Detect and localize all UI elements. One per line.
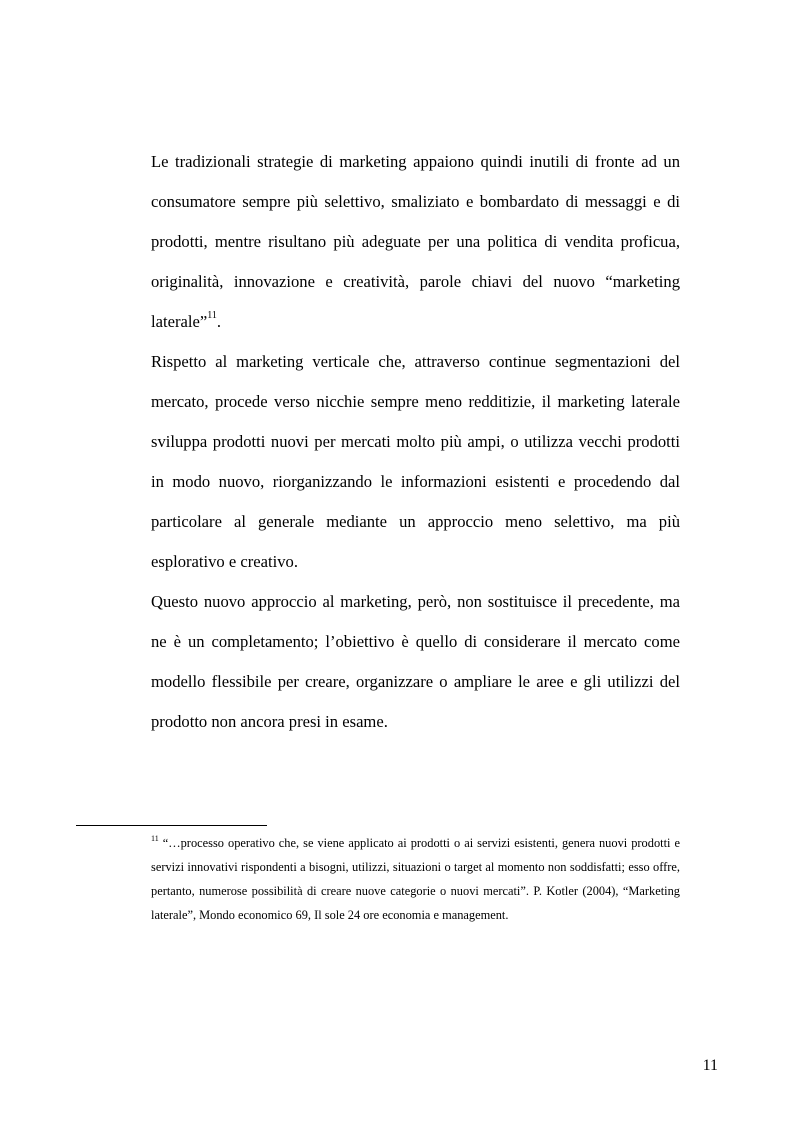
paragraph-2: Rispetto al marketing verticale che, attraverso continue segmentazioni del mercato, procede verso nicchie sempre meno redditizie, il marketing laterale sviluppa prodotti nuovi per mercati molto più ampi, o utilizza vecchi prodotti in modo nuovo, riorganizzando le informazioni esistenti e procedendo dal particolare al generale mediante un approccio meno selettivo, ma più esplorativo e creativo. (151, 352, 680, 571)
paragraph-1-text: Le tradizionali strategie di marketing appaiono quindi inutili di fronte ad un consumatore sempre più selettivo, smaliziato e bombardato di messaggi e di prodotti, mentre risultano più adeguate per una politica di vendita proficua, originalità, innovazione e creatività, parole chiavi del nuovo “marketing laterale” (151, 152, 680, 331)
body-text (151, 142, 680, 742)
footnote-paragraph (151, 831, 680, 927)
page-number: 11 (702, 1057, 718, 1074)
paragraph-1-tail: . (216, 312, 221, 331)
footnote-separator (76, 825, 267, 826)
paragraph-1 (151, 142, 680, 342)
paragraph-3: Questo nuovo approccio al marketing, però, non sostituisce il precedente, ma ne è un completamento; l’obiettivo è quello di considerare il mercato come modello flessibile per creare, organizzare o ampliare le aree e gli utilizzi del prodotto non ancora presi in esame. (151, 592, 680, 731)
footnote-number: 11 (151, 833, 159, 843)
footnote-reference[interactable]: 11 (207, 310, 217, 322)
footnote (151, 831, 680, 927)
footnote-text: “…processo operativo che, se viene applicato ai prodotti o ai servizi esistenti, genera nuovi prodotti e servizi innovativi rispondenti a bisogni, utilizzi, situazioni o target al momento non soddisfatti; esso offre, pertanto, numerose possibilità di creare nuove categorie o nuovi mercati”. P. Kotler (2004), “Marketing laterale”, Mondo economico 69, Il sole 24 ore economia e management. (151, 836, 680, 922)
